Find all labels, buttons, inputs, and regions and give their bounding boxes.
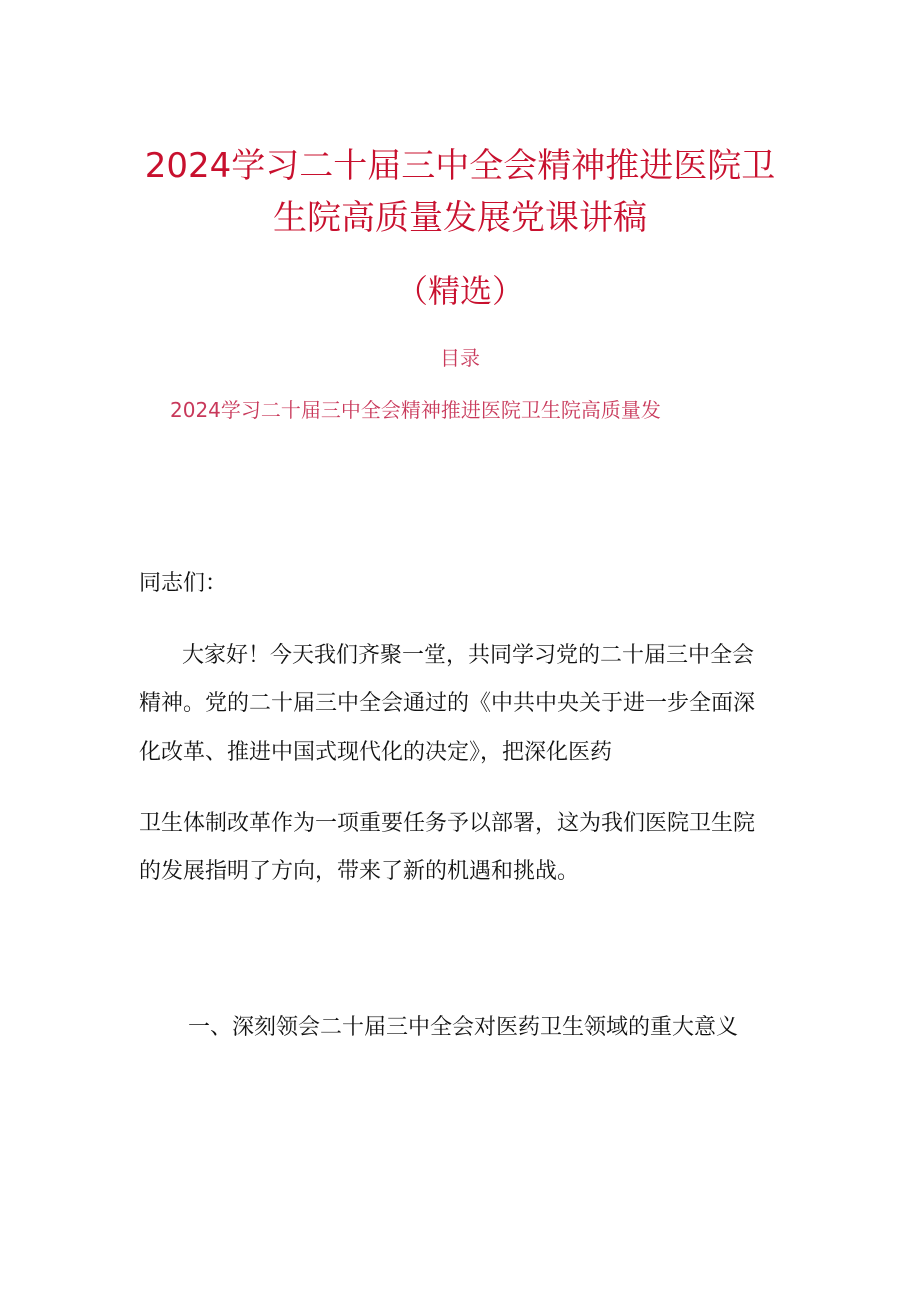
greeting: 同志们： — [139, 571, 228, 596]
paragraph-1-line-1: 大家好！今天我们齐聚一堂，共同学习党的二十届三中全会 — [182, 643, 755, 668]
paragraph-2-line-2: 的发展指明了方向，带来了新的机遇和挑战。 — [139, 859, 580, 884]
paragraph-1-line-3: 化改革、推进中国式现代化的决定》，把深化医药 — [139, 740, 613, 765]
section-1-heading: 一、深刻领会二十届三中全会对医药卫生领域的重大意义 — [188, 1015, 739, 1040]
paragraph-1-line-2: 精神。党的二十届三中全会通过的《中共中央关于进一步全面深 — [139, 691, 756, 716]
document-title-line-2: 生院高质量发展党课讲稿 — [273, 198, 647, 238]
toc-heading: 目录 — [440, 346, 480, 370]
toc-entry-link[interactable]: 2024学习二十届三中全会精神推进医院卫生院高质量发 — [170, 398, 661, 422]
paragraph-2-line-1: 卫生体制改革作为一项重要任务予以部署，这为我们医院卫生院 — [139, 811, 756, 836]
document-title-suffix: （精选） — [395, 272, 524, 310]
document-title-line-1: 2024学习二十届三中全会精神推进医院卫 — [144, 146, 776, 186]
